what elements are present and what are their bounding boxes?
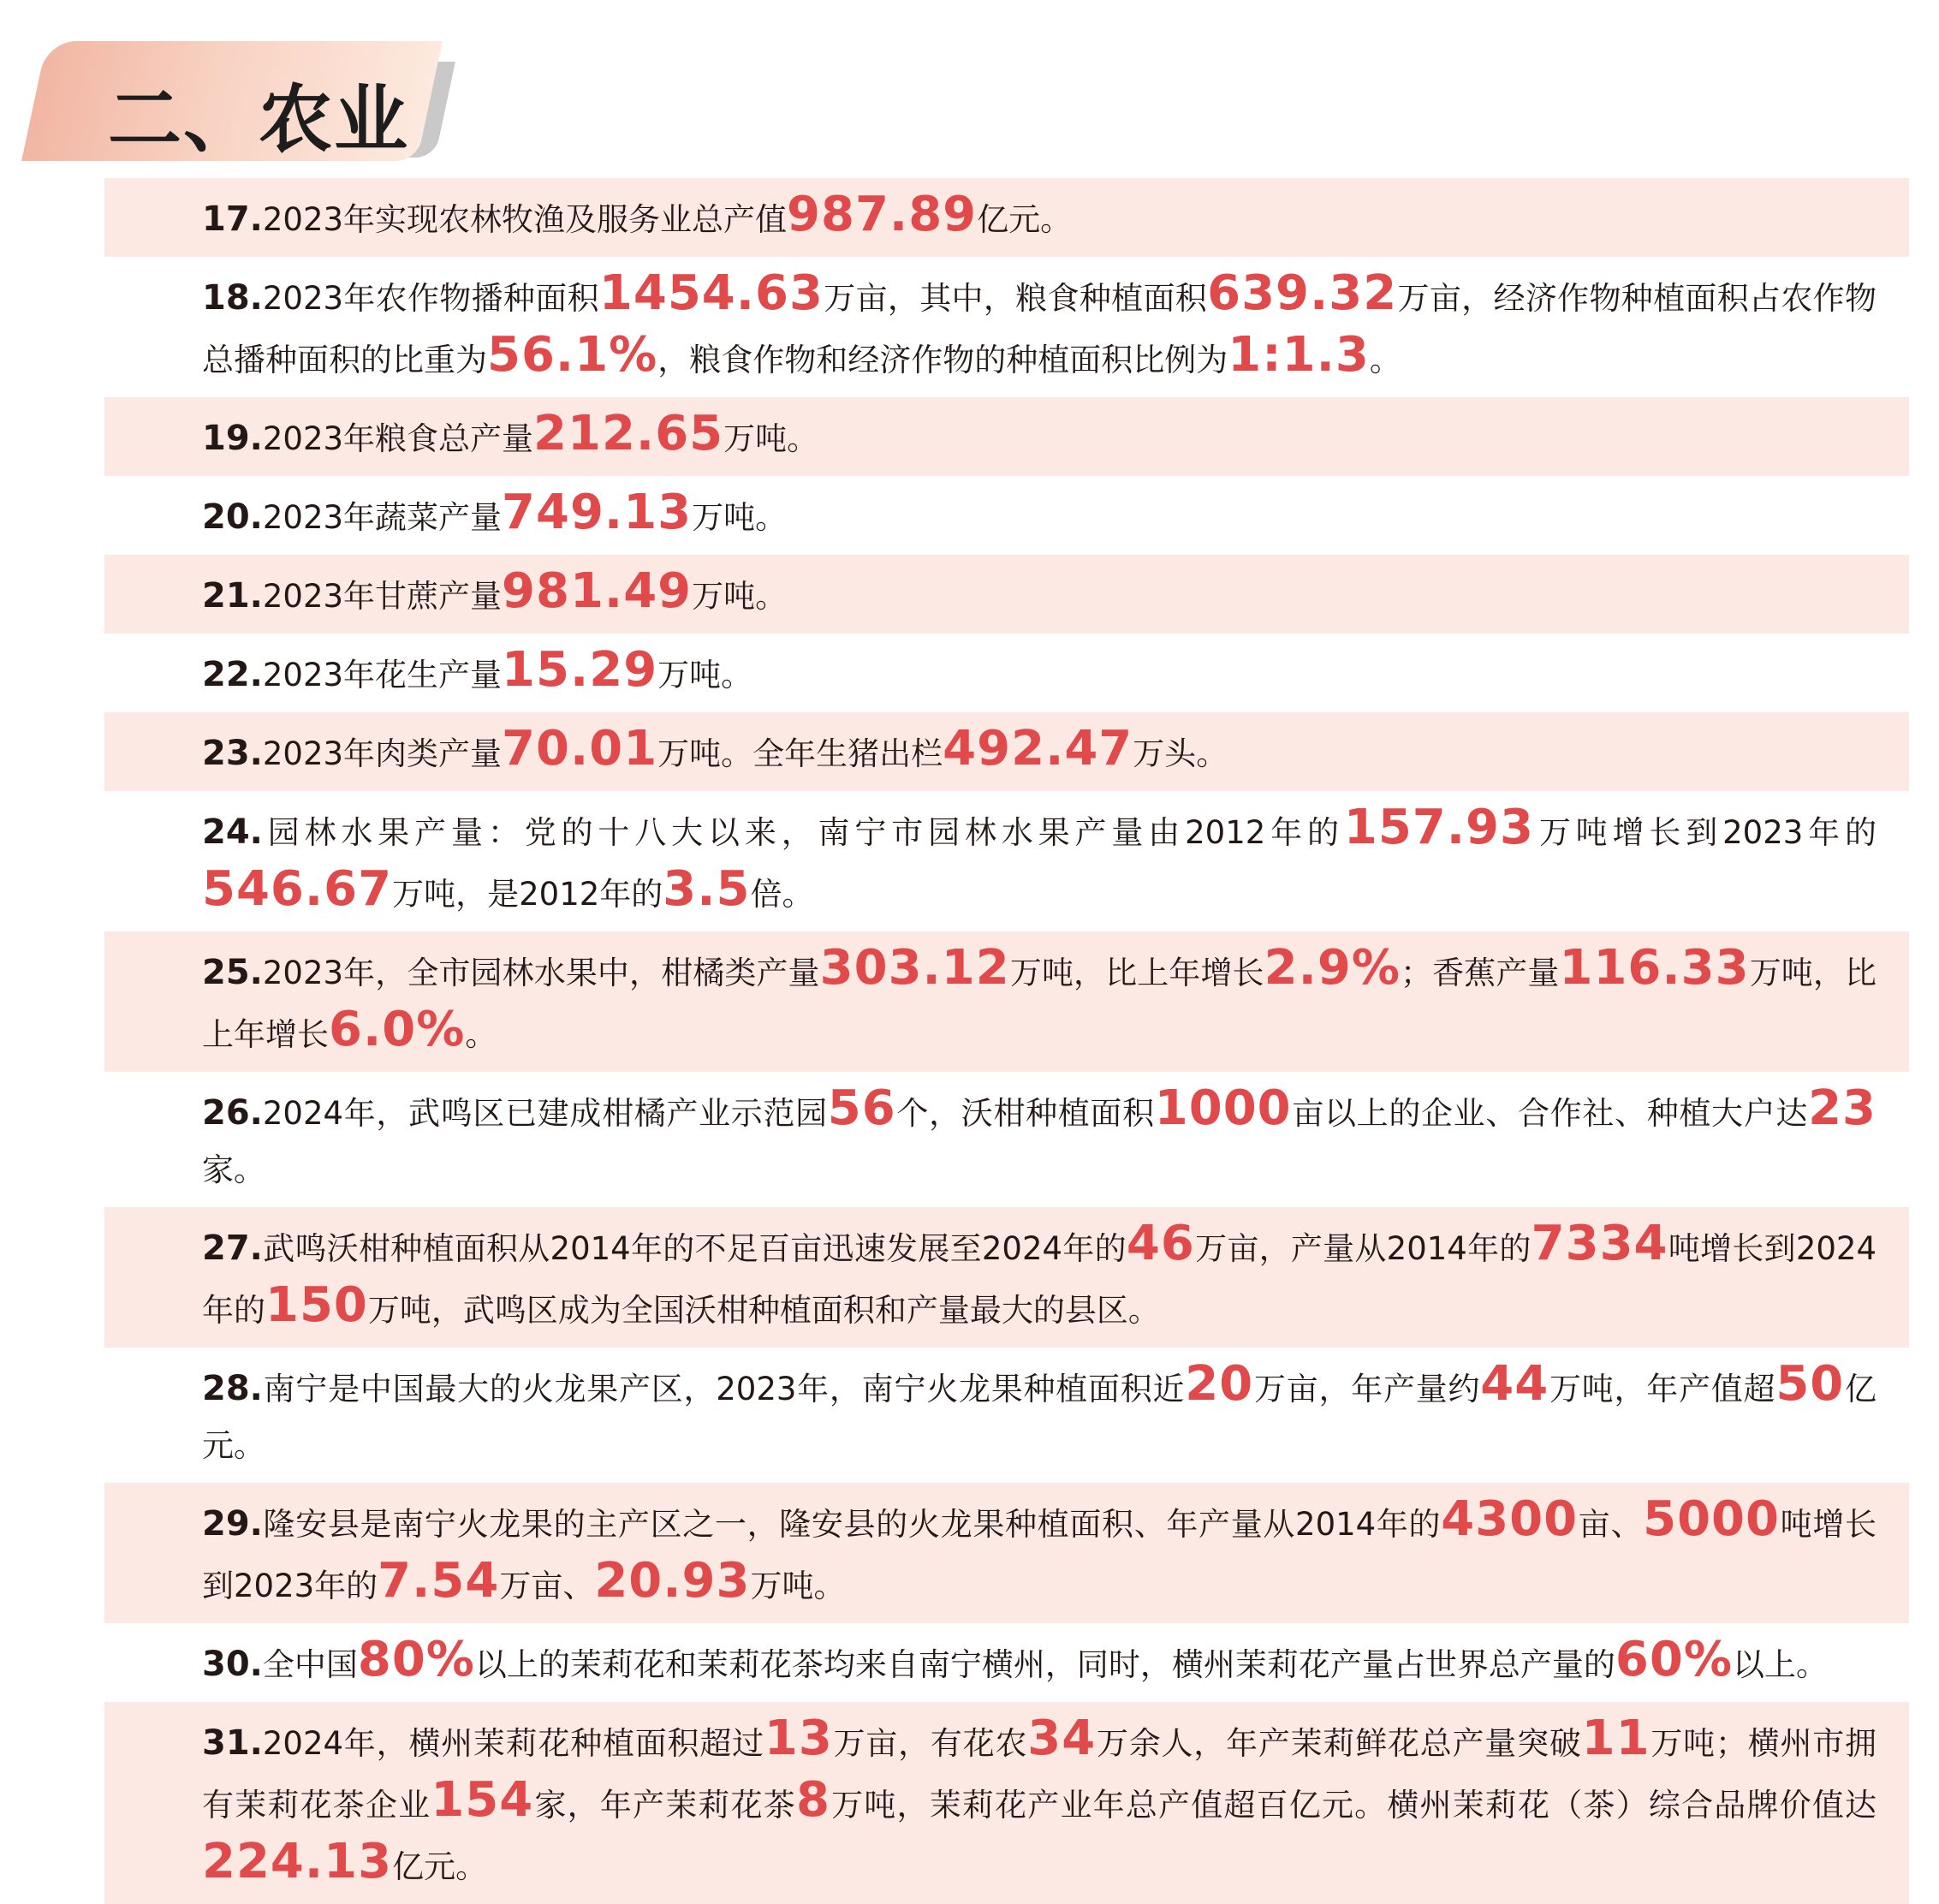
fact-text: 万吨，武鸣区成为全国沃柑种植面积和产量最大的县区。 <box>367 1292 1160 1329</box>
highlight-value: 303.12 <box>819 940 1010 996</box>
fact-text: 万亩，经济作物种植面积占农作物总播种面积的比重为 <box>202 280 1877 378</box>
fact-text: 家。 <box>202 1151 265 1188</box>
fact-text: 万吨，比上年增长 <box>202 955 1877 1053</box>
fact-number: 19. <box>202 419 263 458</box>
fact-text: ，粮食作物和经济作物的种植面积比例为 <box>657 342 1228 378</box>
highlight-value: 5000 <box>1643 1491 1780 1547</box>
fact-text: 万亩、 <box>499 1568 595 1604</box>
fact-item <box>104 178 1909 257</box>
fact-text: 2023年农作物播种面积 <box>262 280 599 317</box>
fact-item <box>104 1072 1909 1207</box>
fact-number: 24. <box>202 812 263 852</box>
highlight-value: 492.47 <box>943 721 1133 776</box>
fact-text: 2023年粮食总产量 <box>262 420 534 457</box>
fact-text: 。 <box>1369 342 1401 378</box>
fact-paragraph <box>139 265 1877 389</box>
fact-paragraph <box>139 800 1877 923</box>
fact-text: 万亩，其中，粮食种植面积 <box>823 280 1208 317</box>
section-header <box>34 41 445 161</box>
fact-text: 万吨。 <box>750 1568 846 1604</box>
highlight-value: 157.93 <box>1343 800 1534 855</box>
highlight-value: 13 <box>764 1711 833 1766</box>
fact-text: 2024年，横州茉莉花种植面积超过 <box>262 1725 764 1762</box>
fact-item <box>104 257 1909 397</box>
fact-paragraph <box>139 1216 1877 1339</box>
fact-paragraph <box>139 721 1877 782</box>
fact-text: 亿元。 <box>977 201 1073 238</box>
fact-number: 17. <box>202 199 263 239</box>
fact-number: 21. <box>202 576 263 616</box>
fact-text: 2023年实现农林牧渔及服务业总产值 <box>262 201 788 238</box>
fact-text: 吨增长到2023年的 <box>202 1506 1877 1604</box>
fact-item <box>104 476 1909 555</box>
fact-text: 2023年花生产量 <box>262 657 503 693</box>
fact-paragraph <box>139 485 1877 546</box>
fact-text: 园林水果产量：党的十八大以来，南宁市园林水果产量由2012年的 <box>262 814 1344 851</box>
highlight-value: 20 <box>1185 1356 1254 1412</box>
highlight-value: 981.49 <box>502 563 693 619</box>
fact-text: 万吨。 <box>692 578 788 615</box>
fact-text: 万吨；横州市拥有茉莉花茶企业 <box>202 1725 1877 1824</box>
fact-text: 万吨。 <box>692 499 788 536</box>
fact-item <box>104 931 1909 1072</box>
fact-text: 2023年肉类产量 <box>262 735 503 772</box>
fact-text: 万头。 <box>1133 735 1228 772</box>
highlight-value: 6.0% <box>329 1002 466 1057</box>
fact-item <box>104 1702 1909 1904</box>
fact-text: 万亩，年产量约 <box>1253 1371 1481 1407</box>
fact-text: 。 <box>465 1016 497 1053</box>
fact-text: ；香蕉产量 <box>1400 955 1560 991</box>
highlight-value: 2.9% <box>1264 940 1401 996</box>
highlight-value: 34 <box>1027 1711 1097 1766</box>
fact-text: 倍。 <box>750 876 814 913</box>
fact-number: 20. <box>202 497 263 537</box>
highlight-value: 46 <box>1126 1216 1195 1271</box>
highlight-value: 70.01 <box>502 721 658 776</box>
fact-paragraph <box>139 1356 1877 1474</box>
fact-item <box>104 397 1909 476</box>
fact-text: 万亩，有花农 <box>832 1725 1028 1762</box>
highlight-value: 639.32 <box>1207 265 1398 321</box>
fact-text: 吨增长到2024年的 <box>202 1230 1877 1329</box>
highlight-value: 987.89 <box>787 187 978 242</box>
fact-paragraph <box>139 563 1877 625</box>
fact-paragraph <box>139 406 1877 467</box>
fact-item <box>104 791 1909 931</box>
fact-text: 万吨，年产值超 <box>1549 1371 1776 1407</box>
fact-number: 18. <box>202 278 263 318</box>
fact-number: 31. <box>202 1723 263 1763</box>
highlight-value: 23 <box>1808 1080 1877 1136</box>
fact-paragraph <box>139 642 1877 704</box>
highlight-value: 116.33 <box>1559 940 1750 996</box>
highlight-value: 212.65 <box>533 406 724 461</box>
fact-text: 全中国 <box>262 1646 358 1683</box>
fact-text: 个，沃柑种植面积 <box>895 1095 1155 1132</box>
fact-number: 30. <box>202 1645 263 1684</box>
highlight-value: 50 <box>1775 1356 1845 1412</box>
fact-paragraph <box>139 1711 1877 1895</box>
fact-text: 万吨。 <box>723 420 819 457</box>
section-title: 二、农业 <box>108 76 409 163</box>
highlight-value: 224.13 <box>202 1834 393 1889</box>
fact-number: 23. <box>202 734 263 773</box>
highlight-value: 749.13 <box>502 485 693 540</box>
highlight-value: 150 <box>265 1277 368 1333</box>
fact-text: 2024年，武鸣区已建成柑橘产业示范园 <box>262 1095 828 1132</box>
fact-item <box>104 1483 1909 1623</box>
fact-item <box>104 1623 1909 1702</box>
fact-paragraph <box>139 1491 1877 1615</box>
highlight-value: 8 <box>795 1772 830 1828</box>
highlight-value: 1454.63 <box>598 265 824 321</box>
fact-text: 万吨，比上年增长 <box>1009 955 1264 991</box>
highlight-value: 60% <box>1615 1632 1733 1687</box>
fact-number: 22. <box>202 655 263 694</box>
fact-text: 万吨增长到2023年的 <box>1533 814 1877 851</box>
fact-number: 25. <box>202 953 263 992</box>
fact-text: 2023年蔬菜产量 <box>262 499 503 536</box>
fact-number: 26. <box>202 1093 263 1133</box>
highlight-value: 7.54 <box>378 1553 500 1609</box>
fact-text: 以上。 <box>1732 1646 1828 1683</box>
highlight-value: 7334 <box>1531 1216 1668 1271</box>
fact-item <box>104 634 1909 712</box>
fact-paragraph <box>139 187 1877 248</box>
fact-item <box>104 555 1909 634</box>
fact-text: 万吨，茉莉花产业年总产值超百亿元。横州茉莉花（茶）综合品牌价值达 <box>830 1787 1877 1824</box>
fact-number: 29. <box>202 1504 263 1544</box>
highlight-value: 1000 <box>1154 1080 1292 1136</box>
fact-number: 27. <box>202 1229 263 1268</box>
fact-text: 万余人，年产茉莉鲜花总产量突破 <box>1096 1725 1582 1762</box>
highlight-value: 20.93 <box>594 1553 751 1609</box>
fact-text: 亿元。 <box>202 1371 1877 1464</box>
highlight-value: 1:1.3 <box>1228 327 1370 383</box>
highlight-value: 80% <box>357 1632 475 1687</box>
fact-text: 家，年产茉莉花茶 <box>533 1787 796 1824</box>
fact-text: 南宁是中国最大的火龙果产区，2023年，南宁火龙果种植面积近 <box>262 1371 1186 1407</box>
highlight-value: 11 <box>1581 1711 1651 1766</box>
highlight-value: 154 <box>431 1772 534 1828</box>
highlight-value: 44 <box>1480 1356 1549 1412</box>
fact-text: 2023年，全市园林水果中，柑橘类产量 <box>262 955 820 991</box>
highlight-value: 15.29 <box>502 642 658 698</box>
fact-text: 以上的茉莉花和茉莉花茶均来自南宁横州，同时，横州茉莉花产量占世界总产量的 <box>474 1646 1615 1683</box>
fact-number: 28. <box>202 1369 263 1408</box>
fact-item <box>104 1348 1909 1483</box>
highlight-value: 56.1% <box>487 327 658 383</box>
fact-text: 武鸣沃柑种植面积从2014年的不足百亩迅速发展至2024年的 <box>262 1230 1127 1267</box>
fact-item <box>104 712 1909 791</box>
fact-text: 万亩，产量从2014年的 <box>1194 1230 1532 1267</box>
fact-text: 亩以上的企业、合作社、种植大户达 <box>1291 1095 1809 1132</box>
highlight-value: 546.67 <box>202 861 393 917</box>
fact-paragraph <box>139 940 1877 1063</box>
fact-paragraph <box>139 1632 1877 1693</box>
fact-text: 亩、 <box>1578 1506 1644 1543</box>
fact-text: 万吨。全年生猪出栏 <box>657 735 943 772</box>
fact-paragraph <box>139 1080 1877 1199</box>
fact-text: 万吨。 <box>657 657 753 693</box>
fact-text: 隆安县是南宁火龙果的主产区之一，隆安县的火龙果种植面积、年产量从2014年的 <box>262 1506 1442 1543</box>
highlight-value: 3.5 <box>663 861 751 917</box>
fact-text: 亿元。 <box>392 1848 488 1885</box>
highlight-value: 56 <box>827 1080 896 1136</box>
fact-text: 万吨，是2012年的 <box>392 876 663 913</box>
fact-text: 2023年甘蔗产量 <box>262 578 503 615</box>
fact-list <box>104 178 1909 1904</box>
fact-item <box>104 1207 1909 1348</box>
highlight-value: 4300 <box>1441 1491 1579 1547</box>
